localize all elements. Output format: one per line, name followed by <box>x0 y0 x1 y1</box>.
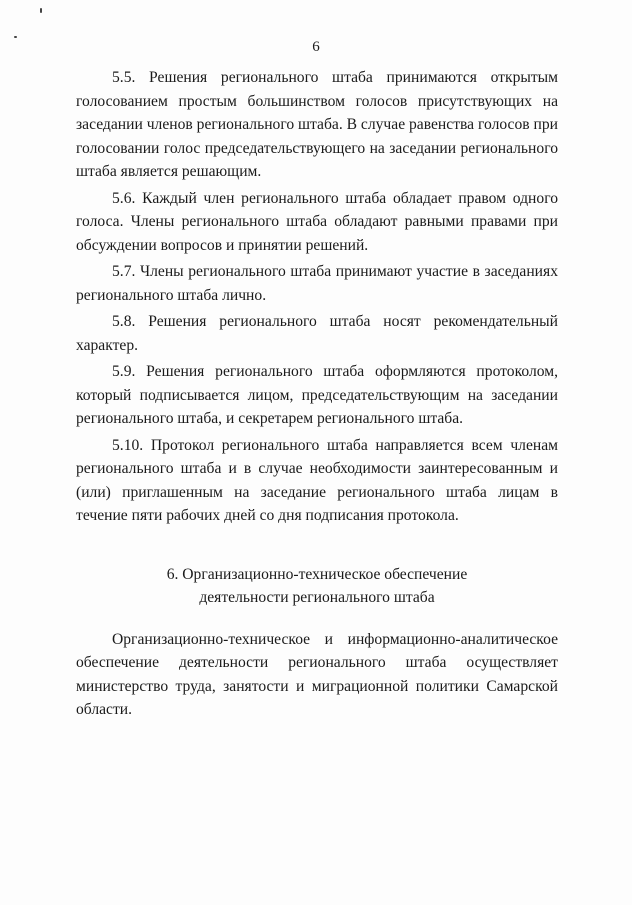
document-body <box>76 66 558 725</box>
section-6-heading-line1: 6. Организационно-техническое обеспечение <box>166 565 468 583</box>
paragraph-5-7: 5.7. Члены регионального штаба принимают участие в заседаниях регионального штаба лично. <box>76 263 558 304</box>
paragraph-5-6: 5.6. Каждый член регионального штаба обладает правом одного голоса. Члены регионального штаба обладают равными правами при обсуждении вопросов и принятии решений. <box>76 189 558 254</box>
scan-speck <box>14 36 17 38</box>
scan-speck <box>40 8 42 13</box>
section-6-body: Организационно-техническое и информационно-аналитическое обеспечение деятельности регионального штаба осуществляет министерство труда, занятости и миграционной политики Самарской области. <box>76 630 558 718</box>
section-6-heading <box>76 563 558 610</box>
page-number: 6 <box>312 39 320 55</box>
paragraph-5-10: 5.10. Протокол регионального штаба направляется всем членам регионального штаба и в случае необходимости заинтересованным и (или) приглашенным на заседание регионального штаба лицам в течение пяти рабочих дней со дня подписания протокола. <box>76 436 558 524</box>
paragraph-5-9: 5.9. Решения регионального штаба оформляются протоколом, который подписывается лицом, председательствующим на заседании регионального штаба, и секретарем регионального штаба. <box>76 363 558 427</box>
paragraph-5-8: 5.8. Решения регионального штаба носят рекомендательный характер. <box>76 313 558 354</box>
paragraph-5-5: 5.5. Решения регионального штаба принимаются открытым голосованием простым большинством голосов присутствующих на заседании членов регионального штаба. В случае равенства голосов при голосовании голос председательствующего на заседании регионального штаба является решающим. <box>76 69 559 180</box>
section-6-heading-line2: деятельности регионального штаба <box>199 589 435 606</box>
